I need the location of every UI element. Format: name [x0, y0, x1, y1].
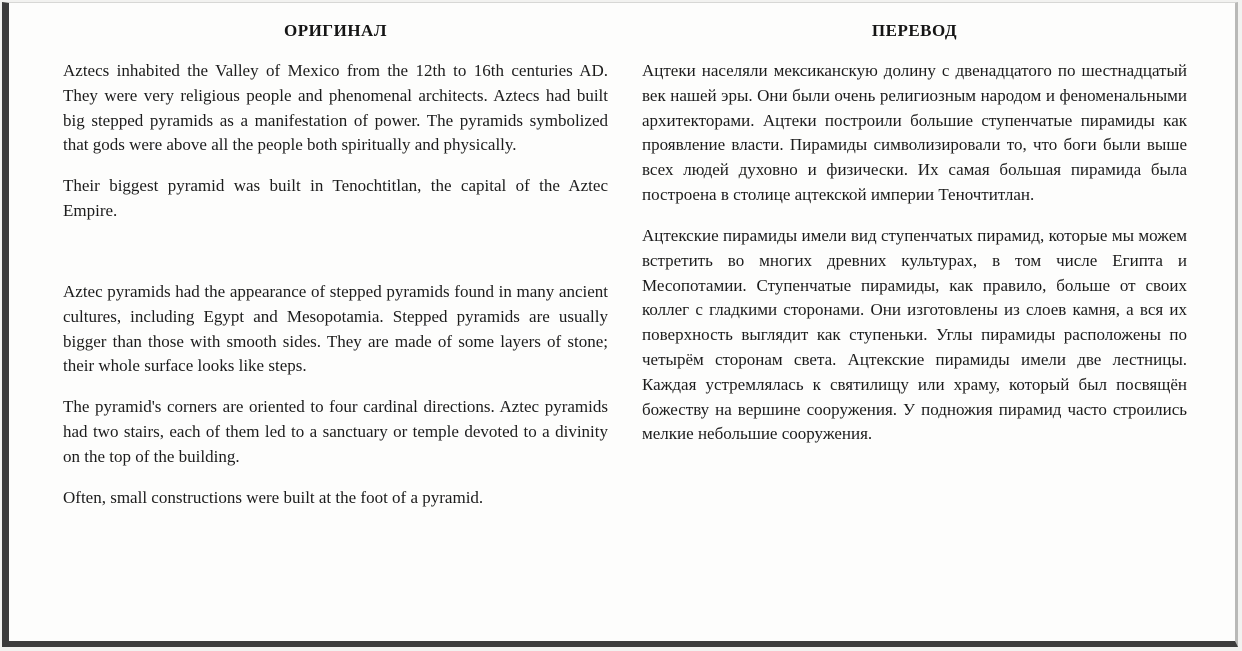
translation-column	[642, 21, 1187, 621]
original-paragraph-1: Aztecs inhabited the Valley of Mexico from the 12th to 16th centuries AD. They were very religious people and phenomenal architects. Aztecs had built big stepped pyramids as a manifestation of power. The pyramids symbolized that gods were above all the people both spiritually and physically.	[63, 61, 608, 155]
original-paragraph-3: Aztec pyramids had the appearance of stepped pyramids found in many ancient cultures, including Egypt and Mesopotamia. Stepped pyramids are usually bigger than those with smooth sides. They are made of some layers of stone; their whole surface looks like steps.	[63, 281, 608, 376]
original-paragraph-2: Their biggest pyramid was built in Tenochtitlan, the capital of the Aztec Empire.	[63, 176, 608, 221]
original-column-title: ОРИГИНАЛ	[283, 21, 388, 40]
translation-paragraph-1: Ацтеки населяли мексиканскую долину с двенадцатого по шестнадцатый век нашей эры. Они были очень религиозным народом и феноменальными архитекторами. Ацтеки построили большие ступенчатые пирамиды как проявление власти. Пирамиды символизировали то, что боги были выше всех людей духовно и физически. Их самая большая пирамида была построена в столице ацтекской империи Теночтитлан.	[642, 61, 1187, 205]
original-paragraph-5: Often, small constructions were built at the foot of a pyramid.	[63, 487, 484, 507]
original-column	[63, 21, 608, 621]
original-paragraph-4: The pyramid's corners are oriented to four cardinal directions. Aztec pyramids had two stairs, each of them led to a sanctuary or temple devoted to a divinity on the top of the building.	[63, 397, 608, 466]
translation-column-title: ПЕРЕВОД	[871, 21, 958, 40]
translation-paragraph-2: Ацтекские пирамиды имели вид ступенчатых пирамид, которые мы можем встретить во многих древних культурах, в том числе Египта и Месопотамии. Ступенчатые пирамиды, как правило, больше от своих коллег с гладкими сторонами. Они изготовлены из слоев камня, а вся их поверхность выглядит как ступеньки. Углы пирамиды расположены по четырём сторонам света. Ацтекские пирамиды имели две лестницы. Каждая устремлялась к святилищу или храму, который был посвящён божеству на вершине сооружения. У подножия пирамид часто строились мелкие небольшие сооружения.	[642, 225, 1187, 444]
document-page	[2, 2, 1238, 647]
